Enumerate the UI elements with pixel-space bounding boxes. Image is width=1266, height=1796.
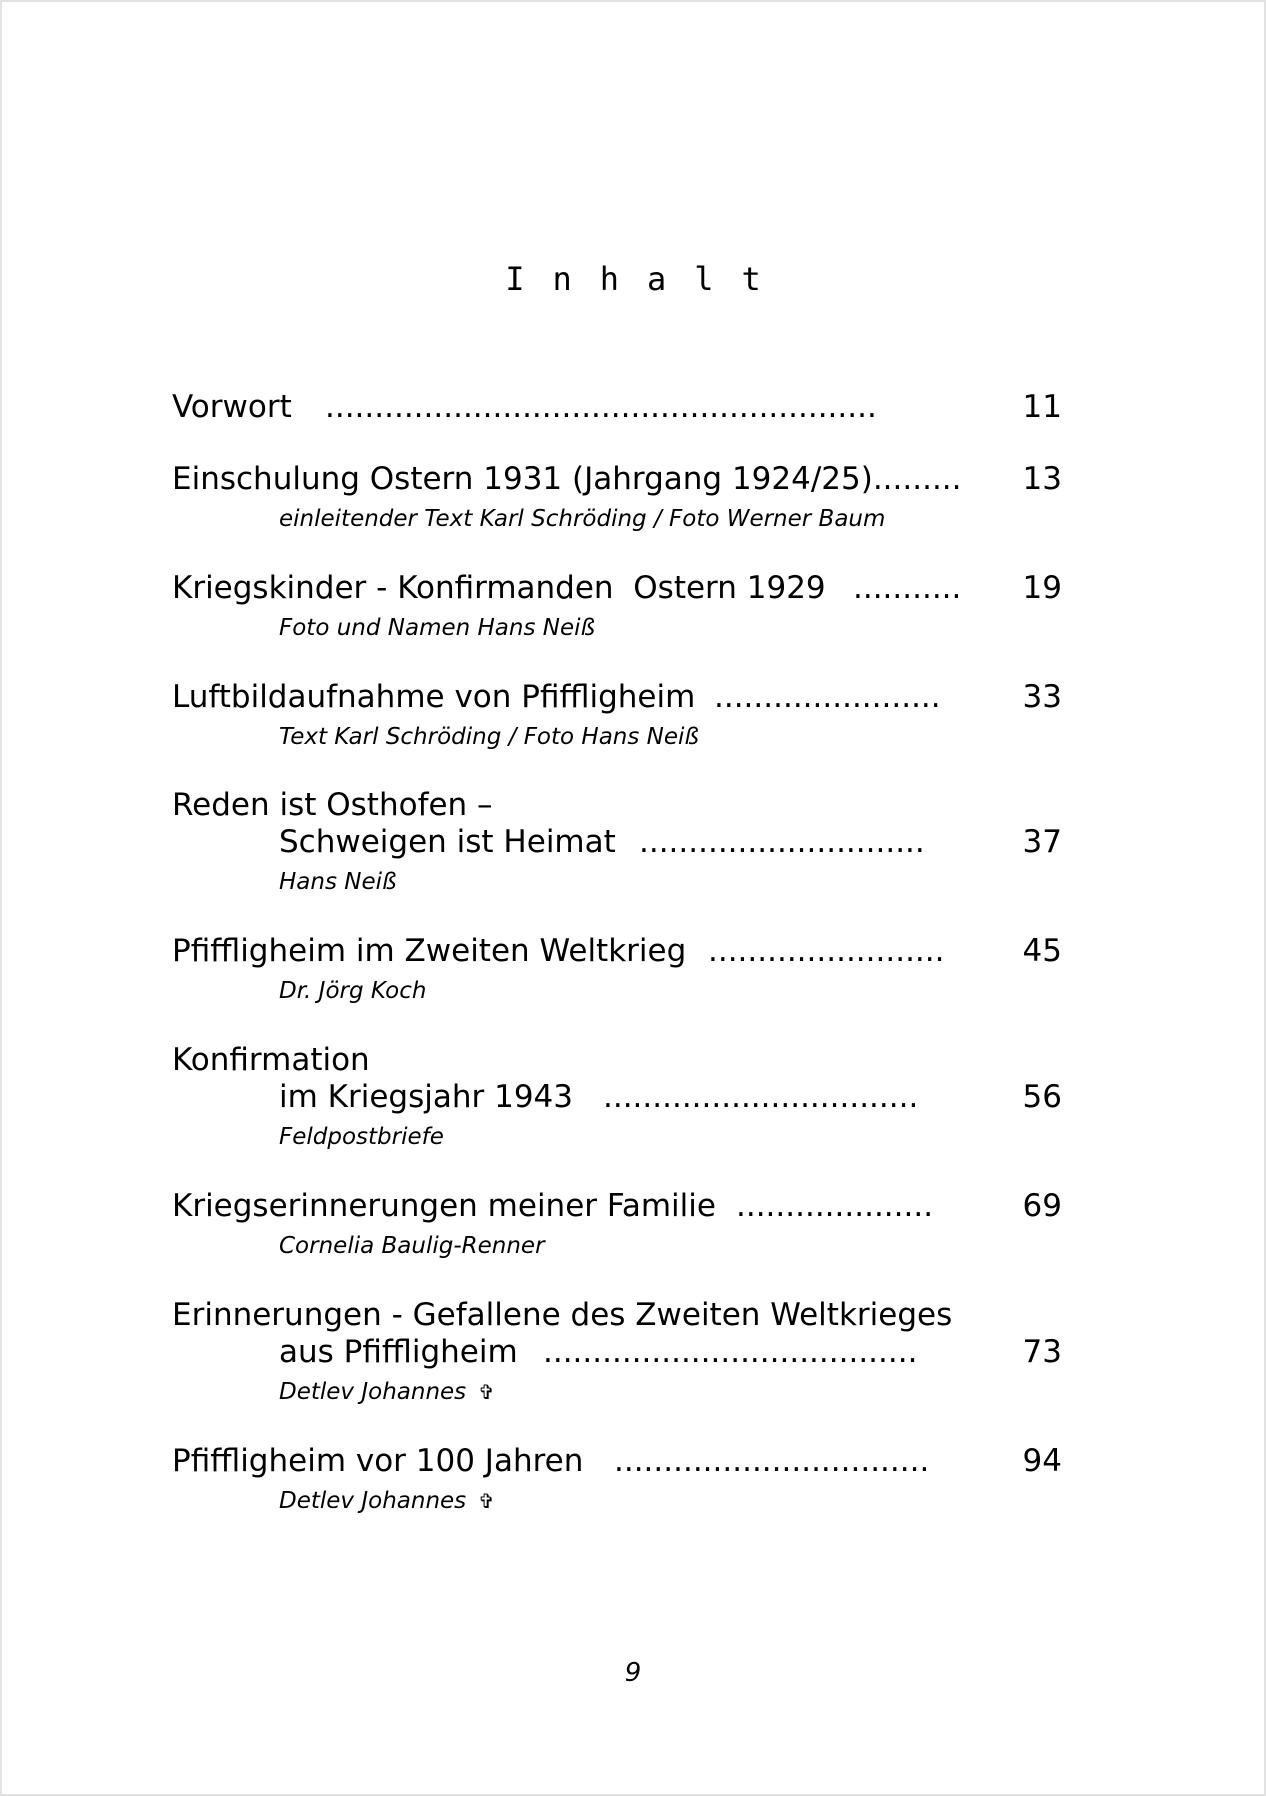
- toc-entry-page: 56: [1022, 1079, 1062, 1115]
- toc-entry-author: Detlev Johannes ✞: [279, 1379, 495, 1405]
- cross-icon: ✞: [478, 1380, 495, 1404]
- toc-entry-author: Feldpostbriefe: [279, 1124, 444, 1150]
- toc-entry-page: 73: [1022, 1334, 1062, 1370]
- toc-entry-title: Luftbildaufnahme von Pfiffligheim: [172, 679, 696, 715]
- toc-entry-leader: ........................................................: [325, 389, 877, 425]
- page-title: Inhalt: [505, 260, 789, 298]
- toc-entry-page: 33: [1022, 679, 1062, 715]
- toc-entry-leader: ................................: [614, 1443, 930, 1479]
- toc-entry-title: Pfiffligheim vor 100 Jahren: [172, 1443, 584, 1479]
- toc-entry-leader: ................................: [603, 1079, 919, 1115]
- toc-entry-page: 13: [1022, 461, 1062, 497]
- toc-entry-leader: ........................: [708, 933, 945, 969]
- cross-icon: ✞: [478, 1489, 495, 1513]
- toc-entry-page: 45: [1022, 933, 1062, 969]
- toc-entry-title: Pfiffligheim im Zweiten Weltkrieg: [172, 933, 687, 969]
- toc-entry-leader: ......................................: [543, 1334, 918, 1370]
- toc-entry-leader: ....................: [736, 1188, 934, 1224]
- toc-entry-author: Hans Neiß: [279, 869, 397, 895]
- toc-entry-title-continued: aus Pfiffligheim: [279, 1334, 518, 1370]
- toc-entry-page: 37: [1022, 824, 1062, 860]
- toc-entry-author: Dr. Jörg Koch: [279, 978, 427, 1004]
- toc-entry-title: Kriegskinder - Konfirmanden Ostern 1929: [172, 570, 826, 606]
- toc-entry-leader: ...........: [853, 570, 962, 606]
- toc-entry-page: 11: [1022, 389, 1062, 425]
- toc-entry-title-continued: Schweigen ist Heimat: [279, 824, 616, 860]
- toc-entry-author: Text Karl Schröding / Foto Hans Neiß: [279, 724, 699, 750]
- page-number: 9: [624, 1658, 642, 1688]
- toc-entry-author: Cornelia Baulig-Renner: [279, 1233, 545, 1259]
- toc-entry-title-continued: im Kriegsjahr 1943: [279, 1079, 574, 1115]
- toc-entry-page: 94: [1022, 1443, 1062, 1479]
- toc-entry-author: Detlev Johannes ✞: [279, 1488, 495, 1514]
- toc-entry-title: Einschulung Ostern 1931 (Jahrgang 1924/25).........: [172, 461, 962, 497]
- toc-entry-page: 69: [1022, 1188, 1062, 1224]
- toc-entry-page: 19: [1022, 570, 1062, 606]
- toc-entry-author: einleitender Text Karl Schröding / Foto Werner Baum: [279, 506, 886, 532]
- toc-entry-leader: .............................: [639, 824, 925, 860]
- toc-entry-leader: .......................: [714, 679, 941, 715]
- toc-entry-title: Vorwort: [172, 389, 292, 425]
- toc-entry-title: Konfirmation: [172, 1042, 370, 1078]
- toc-entry-title: Erinnerungen - Gefallene des Zweiten Weltkrieges: [172, 1297, 953, 1333]
- toc-entry-title: Reden ist Osthofen –: [172, 787, 493, 823]
- toc-entry-title: Kriegserinnerungen meiner Familie: [172, 1188, 716, 1224]
- toc-entry-author: Foto und Namen Hans Neiß: [279, 615, 596, 641]
